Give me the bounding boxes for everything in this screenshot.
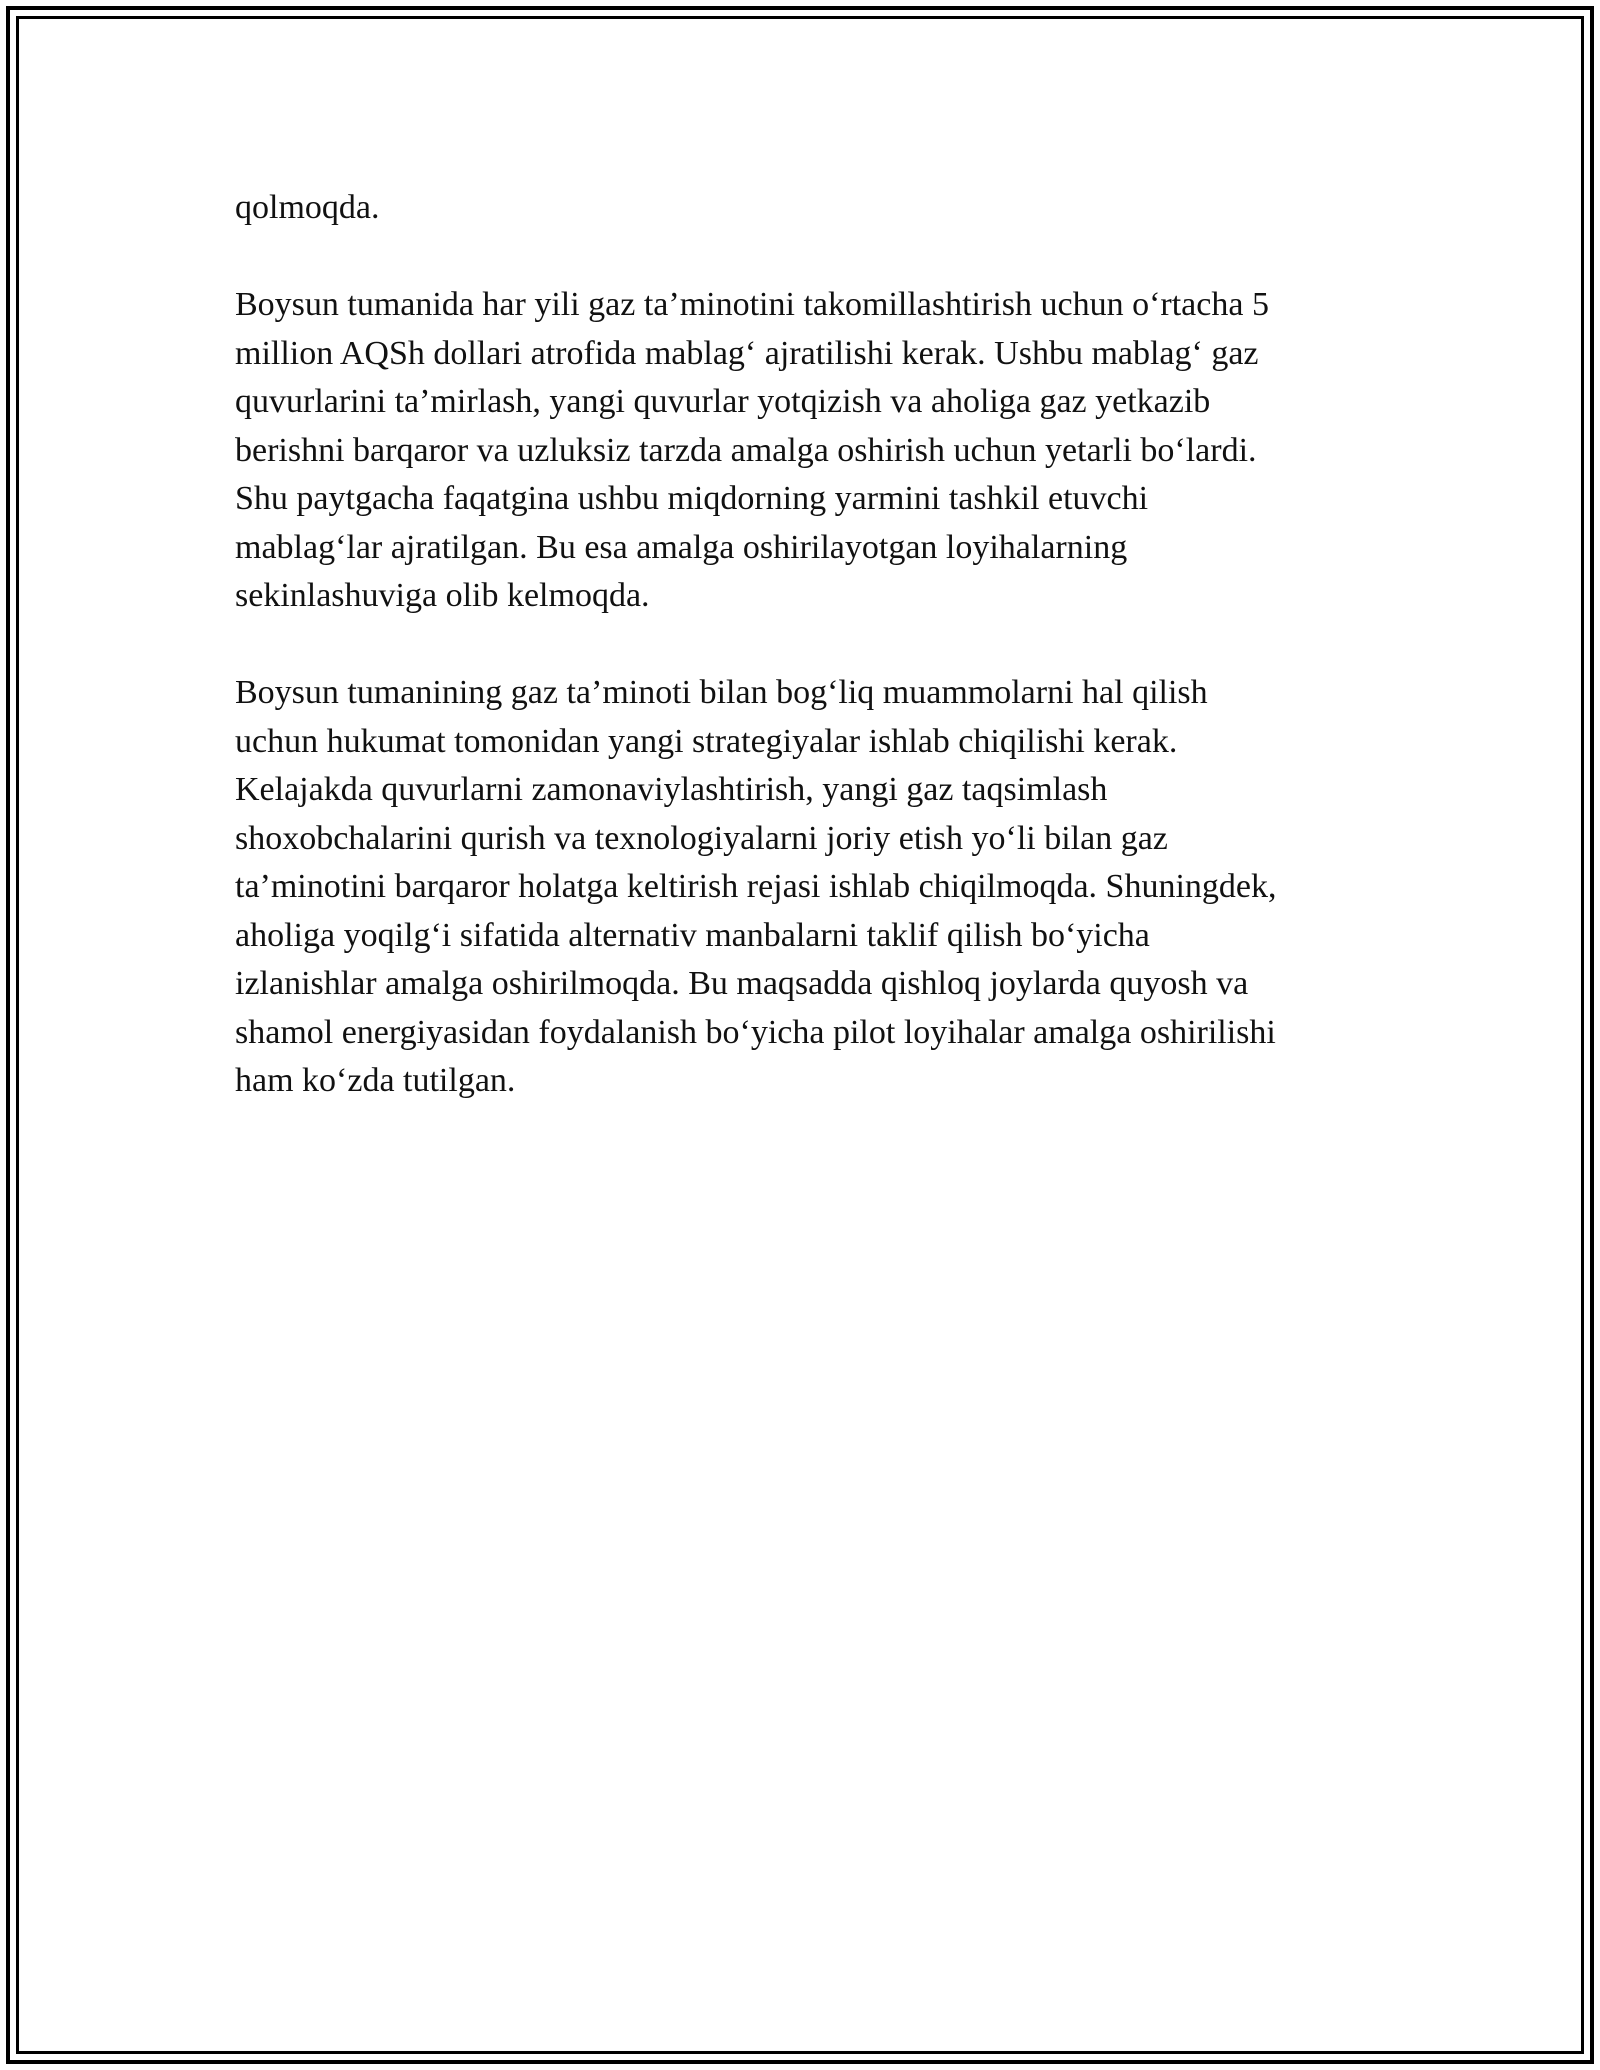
text-line: million AQSh dollari atrofida mablag‘ ajratilishi kerak. Ushbu mablag‘ gaz xyxy=(235,334,1259,372)
text-line: uchun hukumat tomonidan yangi strategiyalar ishlab chiqilishi kerak. xyxy=(235,722,1178,760)
text-line: aholiga yoqilg‘i sifatida alternativ manbalarni taklif qilish bo‘yicha xyxy=(235,916,1150,954)
text-line: Shu paytgacha faqatgina ushbu miqdorning yarmini tashkil etuvchi xyxy=(235,480,1149,517)
paragraph-1 xyxy=(235,184,1365,233)
text-line: mablag‘lar ajratilgan. Bu esa amalga oshirilayotgan loyihalarning xyxy=(235,528,1128,566)
text-line: shamol energiyasidan foydalanish bo‘yicha pilot loyihalar amalga oshirilishi xyxy=(235,1013,1276,1051)
text-line: sekinlashuviga olib kelmoqda. xyxy=(235,577,650,614)
text-line: Boysun tumanida har yili gaz ta’minotini takomillashtirish uchun o‘rtacha 5 xyxy=(235,286,1269,323)
text-line: Kelajakda quvurlarni zamonaviylashtirish, yangi gaz taqsimlash xyxy=(235,771,1108,808)
text-line: shoxobchalarini qurish va texnologiyalarni joriy etish yo‘li bilan gaz xyxy=(235,819,1168,857)
text-line: ham ko‘zda tutilgan. xyxy=(235,1062,516,1099)
paragraph-2 xyxy=(235,281,1365,621)
text-line: qolmoqda. xyxy=(235,189,380,226)
text-line: berishni barqaror va uzluksiz tarzda amalga oshirish uchun yetarli bo‘lardi. xyxy=(235,431,1257,469)
text-line: quvurlarini ta’mirlash, yangi quvurlar yotqizish va aholiga gaz yetkazib xyxy=(235,383,1211,420)
text-line: izlanishlar amalga oshirilmoqda. Bu maqsadda qishloq joylarda quyosh va xyxy=(235,965,1249,1002)
paragraph-3 xyxy=(235,669,1365,1106)
document-body xyxy=(235,184,1365,1154)
text-line: ta’minotini barqaror holatga keltirish rejasi ishlab chiqilmoqda. Shuningdek, xyxy=(235,868,1277,905)
text-line: Boysun tumanining gaz ta’minoti bilan bog‘liq muammolarni hal qilish xyxy=(235,674,1208,711)
